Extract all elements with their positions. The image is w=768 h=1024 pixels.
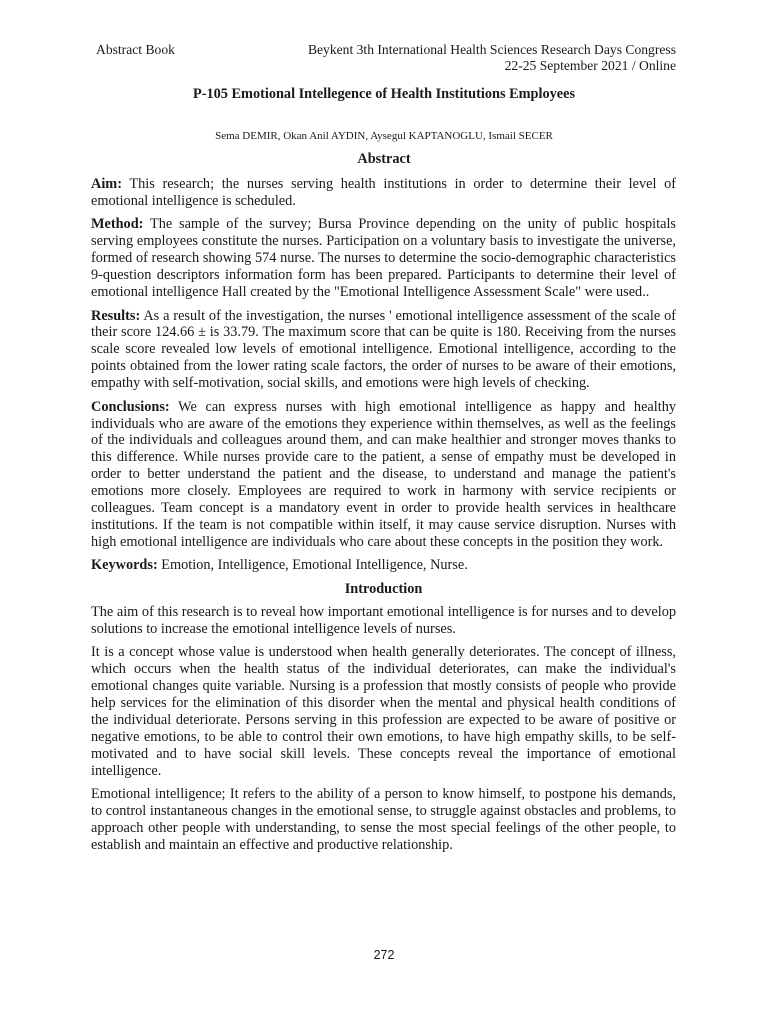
paper-body [91, 176, 676, 860]
conclusions-text: We can express nurses with high emotional intelligence as happy and healthy individuals who are aware of the emotions they experience within themselves, as well as the feelings of the individuals and colleagues around them, and can make healthier and stronger moves thanks to this difference. While nurses provide care to the patient, a sense of empathy must be developed in order to better understand the patient and the disease, to understand and manage the patient's emotions more closely. Employees are required to work in harmony with service recipients or colleagues. Team concept is a mandatory event in order to provide health services in healthcare institutions. If the team is not compatible within itself, it may cause service disruption. Nurses with high emotional intelligence are individuals who care about these concepts in the position they work. [91, 398, 676, 550]
page-number: 272 [373, 948, 395, 962]
header-left: Abstract Book [96, 42, 175, 57]
abstract-conclusions [91, 399, 676, 551]
aim-text: This research; the nurses serving health institutions in order to determine their level of emotional intelligence is scheduled. [91, 176, 676, 209]
introduction-paragraph-2: It is a concept whose value is understood when health generally deteriorates. The concept of illness, which occurs when the health status of the individual deteriorates, can make the individual's emotional changes quite variable. Nursing is a profession that mostly consists of people who provide help services for the elimination of this disorder when the mental and physical health conditions of the individual deteriorate. Persons serving in this profession are expected to be aware of positive or negative emotions, to be able to control their own emotions, to have high empathy skills, to be self-motivated and to have social skill levels. These concepts reveal the importance of emotional intelligence. [91, 644, 676, 779]
paper-authors: Sema DEMIR, Okan Anil AYDIN, Aysegul KAPTANOGLU, Ismail SECER [215, 130, 553, 142]
introduction-paragraph-3: Emotional intelligence; It refers to the ability of a person to know himself, to postpone his demands, to control instantaneous changes in the emotional sense, to struggle against obstacles and problems, to approach other people with understanding, to sense the most special feelings of the other people, to establish and maintain an effective and productive relationship. [91, 786, 676, 853]
header-right [308, 42, 676, 74]
keywords-label: Keywords: [91, 557, 158, 574]
aim-label: Aim: [91, 176, 122, 192]
abstract-heading: Abstract [357, 151, 411, 167]
abstract-method [91, 216, 676, 301]
method-text: The sample of the survey; Bursa Province depending on the unity of public hospitals serving employees constitute the nurses. Participation on a voluntary basis to investigate the universe, formed of research showing 574 nurse. The nurses to determine the socio-demographic characteristics 9-question descriptors information form has been prepared. Participants to determine their level of emotional intelligence Hall created by the "Emotional Intelligence Assessment Scale" were used.. [91, 216, 676, 301]
abstract-keywords [91, 557, 676, 574]
paper-title: P-105 Emotional Intellegence of Health Institutions Employees [192, 86, 576, 102]
results-text: As a result of the investigation, the nurses ' emotional intelligence assessment of the scale of their score 124.66 ± is 33.79. The maximum score that can be quite is 180. Receiving from the nurses scale score revealed low levels of emotional intelligence. Emotional intelligence, according to the points obtained from the lower rating scale factors, the order of nurses to be aware of their emotions, empathy with self-motivation, social skills, and emotions were high levels of checking. [91, 307, 676, 392]
introduction-paragraph-1: The aim of this research is to reveal how important emotional intelligence is for nurses and to develop solutions to increase the emotional intelligence levels of nurses. [91, 603, 676, 637]
keywords-text: Emotion, Intelligence, Emotional Intelligence, Nurse. [157, 557, 468, 574]
method-label: Method: [91, 216, 144, 233]
results-label: Results: [91, 307, 141, 324]
introduction-heading: Introduction [344, 580, 423, 597]
conclusions-label: Conclusions: [91, 398, 170, 415]
header-congress-name: Beykent 3th International Health Sciences Research Days Congress [307, 42, 676, 57]
header-congress-date: 22-25 September 2021 / Online [504, 58, 676, 73]
abstract-results [91, 308, 676, 393]
abstract-aim [91, 176, 676, 210]
